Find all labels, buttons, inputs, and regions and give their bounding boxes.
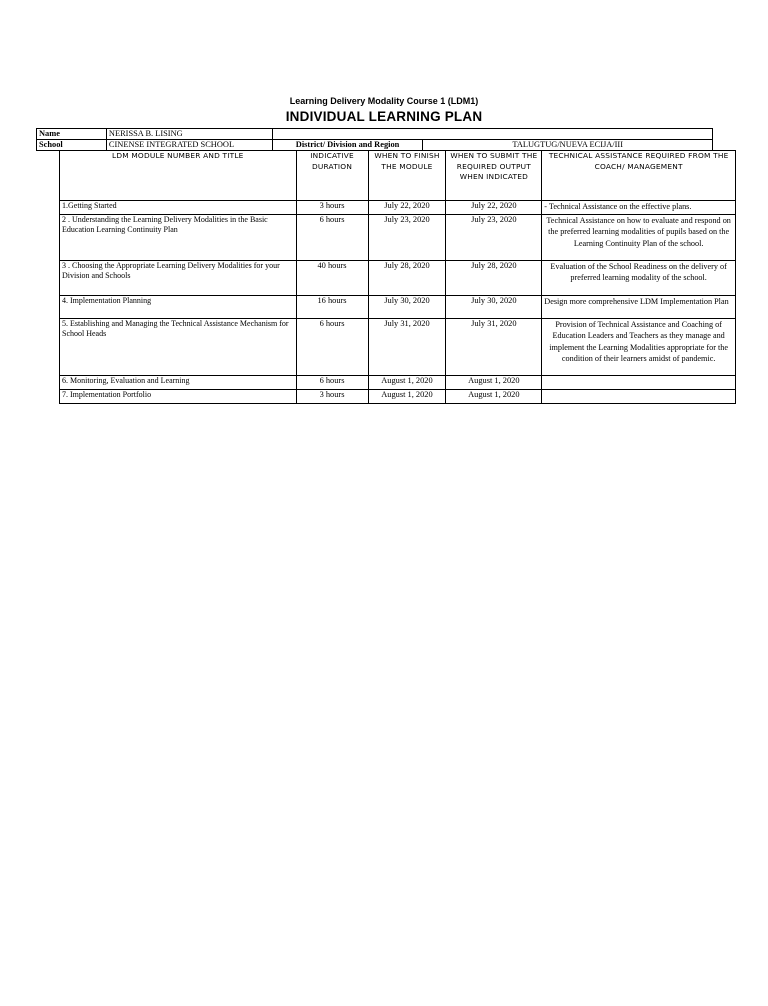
finish-date-cell: July 22, 2020 [368,201,446,215]
school-value: CINENSE INTEGRATED SCHOOL [106,140,272,151]
module-title: 3 . Choosing the Appropriate Learning Delivery Modalities for your Division and Schools [60,261,297,296]
submit-date-cell: August 1, 2020 [446,390,542,404]
finish-date-cell: July 30, 2020 [368,296,446,319]
assistance-cell [542,390,736,404]
assistance-cell [542,376,736,390]
module-title: 5. Establishing and Managing the Technical Assistance Mechanism for School Heads [60,319,297,376]
name-label: Name [37,129,107,140]
district-value: TALUGTUG/NUEVA ECIJA/III [423,140,713,151]
table-row [60,201,736,215]
table-row [60,296,736,319]
duration-cell: 6 hours [296,215,368,261]
submit-date-cell: July 28, 2020 [446,261,542,296]
header-finish: WHEN TO FINISH THE MODULE [368,151,446,201]
finish-date-cell: August 1, 2020 [368,390,446,404]
module-title: 1.Getting Started [60,201,297,215]
document-title: INDIVIDUAL LEARNING PLAN [285,109,483,124]
name-row [37,129,713,140]
table-row [60,215,736,261]
info-table [36,128,713,151]
name-value: NERISSA B. LISING [106,129,272,140]
assistance-cell: Technical Assistance on how to evaluate and respond on the preferred learning modalities of pupils based on the Learning Continuity Plan of the school. [542,215,736,261]
finish-date-cell: July 28, 2020 [368,261,446,296]
finish-date-cell: July 23, 2020 [368,215,446,261]
submit-date-cell: July 23, 2020 [446,215,542,261]
submit-date-cell: July 22, 2020 [446,201,542,215]
duration-cell: 16 hours [296,296,368,319]
table-row [60,319,736,376]
document-subtitle: Learning Delivery Modality Course 1 (LDM1) [289,96,479,106]
duration-cell: 3 hours [296,201,368,215]
duration-cell: 3 hours [296,390,368,404]
submit-date-cell: July 30, 2020 [446,296,542,319]
assistance-cell: - Technical Assistance on the effective plans. [542,201,736,215]
submit-date-cell: July 31, 2020 [446,319,542,376]
name-row-blank [272,129,712,140]
table-row [60,390,736,404]
assistance-cell: Provision of Technical Assistance and Coaching of Education Leaders and Teachers as they manage and implement the Learning Modalities appropriate for the condition of their learners amidst of pandemic. [542,319,736,376]
header-duration: INDICATIVE DURATION [296,151,368,201]
school-row [37,140,713,151]
duration-cell: 6 hours [296,376,368,390]
assistance-cell: Evaluation of the School Readiness on the delivery of preferred learning modality of the school. [542,261,736,296]
assistance-cell: Design more comprehensive LDM Implementation Plan [542,296,736,319]
header-assistance: TECHNICAL ASSISTANCE REQUIRED FROM THE COACH/ MANAGEMENT [542,151,736,201]
district-label: District/ Division and Region [272,140,423,151]
duration-cell: 40 hours [296,261,368,296]
module-title: 7. Implementation Portfolio [60,390,297,404]
table-row [60,261,736,296]
school-label: School [37,140,107,151]
header-submit: WHEN TO SUBMIT THE REQUIRED OUTPUT WHEN INDICATED [446,151,542,201]
table-header-row [60,151,736,201]
module-title: 2 . Understanding the Learning Delivery Modalities in the Basic Education Learning Continuity Plan [60,215,297,261]
module-title: 4. Implementation Planning [60,296,297,319]
finish-date-cell: August 1, 2020 [368,376,446,390]
submit-date-cell: August 1, 2020 [446,376,542,390]
duration-cell: 6 hours [296,319,368,376]
table-row [60,376,736,390]
module-title: 6. Monitoring, Evaluation and Learning [60,376,297,390]
header-module: LDM MODULE NUMBER AND TITLE [60,151,297,201]
finish-date-cell: July 31, 2020 [368,319,446,376]
learning-plan-table [59,150,736,404]
